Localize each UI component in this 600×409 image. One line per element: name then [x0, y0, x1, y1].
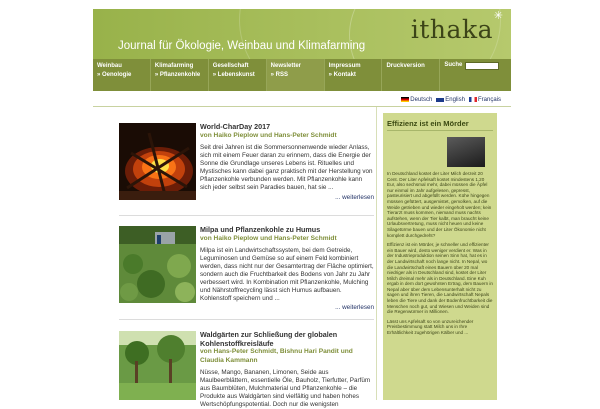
article-item — [119, 123, 374, 203]
nav-item-klimafarming[interactable]: Klimafarming » Pflanzenkohle — [151, 59, 209, 91]
journal-tagline: Journal für Ökologie, Weinbau und Klimafarming — [118, 40, 366, 52]
sidebar-paragraph: In Deutschland kostet der Liter Milch derzeit 20 Cent. Der Liter Apfelsaft kostet mindestens 1,20 Eur, also sechsmal mehr, dabei müssen die Äpfel nur einmal im Jahr aufgelesen, gepresst, pasteurisiert und abgefüllt werden. Kühe hingegen müssen gefüttert, ausgemistet, gemolken, auf die Weide getrieben und wieder eingeholt werden; kein Tierarzt muss kommen, niemand muss nachts aufstehen, wenn der Tier kalbt, man braucht keine Urlaubsvertretung, muss nicht heuen und keine Silagetürme bauen und der Liter Ökonomie nicht komplett durchgedreht? — [387, 171, 492, 238]
read-more-link[interactable]: ... weiterlesen — [335, 304, 374, 311]
nav-item-druckversion[interactable]: Druckversion — [382, 59, 440, 91]
article-body: Nüsse, Mango, Bananen, Limonen, Seide aus Maulbeerblättern, essentielle Öle, Bauholz, Tierfutter, Parfüm aus Baumblüten, Mulchmaterial und Pflanzenkohle – die Produkte aus Waldgärten sind vielfältig und haben hohes Wertschöpfungspotential. Doch nur die wenigsten — [200, 369, 371, 408]
nav-item-weinbau[interactable]: Weinbau » Oenologie — [93, 59, 151, 91]
search-area — [440, 59, 511, 91]
article-item — [119, 330, 374, 408]
milpa-field-image[interactable] — [119, 226, 196, 303]
language-switcher — [401, 97, 501, 103]
article-title[interactable]: Milpa und Pflanzenkohle zu Humus — [200, 225, 321, 234]
article-title[interactable]: Waldgärten zur Schließung der globalen Kohlenstoffkreisläufe — [200, 330, 338, 348]
lang-deutsch[interactable]: Deutsch — [401, 97, 432, 103]
sidebar-paragraph: Lässt uns Apfelsaft so von unzureichender Preisbestimmung statt Milch uns in Ihre Erhältlichkeit zugehörigen Kälber und ... — [387, 318, 474, 336]
page — [93, 9, 511, 408]
article-body: Milpa ist ein Landwirtschaftssystem, bei dem Getreide, Leguminosen und Gemüse so auf einem Feld kombiniert werden, dass nicht nur der Gesamtertrag der Fläche optimiert, sondern auch die Fruchtbarkeit des Bodens von Jahr zu Jahr verbessert wird. In Kombination mit Pflanzenkohle, Mulching und Nährstoffrecycling lässt sich Humus aufbauen. Kohlenstoff speichern und ... — [200, 247, 374, 302]
nav-item-gesellschaft[interactable]: Gesellschaft » Lebenskunst — [209, 59, 267, 91]
forest-garden-image[interactable] — [119, 331, 196, 400]
sidebar-box — [383, 113, 497, 400]
sidebar-photo — [447, 137, 485, 167]
article-separator — [119, 319, 374, 320]
article-item — [119, 225, 374, 311]
french-flag-icon — [469, 97, 477, 102]
main-nav — [93, 59, 511, 91]
sidebar-paragraph: Effizienz ist ein Mörder, je schneller und effizienter ein Bauer wird, desto weniger verdient er. Was in der Industrieproduktion seinen Sinn hat, hat es in der Landwirtschaft noch lange nicht. In Nepal, wo die Landwirtschaft eines Bauern über 20 mal niedriger als in Deutschland sind, kostet der Liter Milch dreimal mehr als in Deutschland. Eine Kuh ergab in dem dort gewohnten Ertrag, dem Bauern in Nepal aber über dem Lebensunterhalt nicht zu sagen und ihren Tieren, die Landwirtschaft Nepals leben die Tiere und dank der Bodenfruchtbarkeit die Menschen noch gut, und Wiesen und Weiden sind die Regenwürmer in Millionen. — [387, 242, 493, 315]
site-logo[interactable]: ithaka — [410, 15, 493, 44]
article-separator — [119, 215, 374, 216]
column-divider — [376, 107, 377, 400]
read-more-link[interactable]: ... weiterlesen — [335, 194, 374, 201]
header-banner — [93, 9, 511, 59]
german-flag-icon — [401, 97, 409, 102]
sidebar-text — [387, 171, 493, 340]
nav-item-newsletter[interactable]: Newsletter » RSS — [267, 59, 325, 91]
fire-image[interactable] — [119, 123, 196, 200]
search-label: Suche — [444, 62, 463, 68]
sidebar-divider — [387, 130, 493, 131]
lang-francais[interactable]: Français — [469, 97, 501, 103]
uk-flag-icon — [436, 97, 444, 102]
article-body: Seit drei Jahren ist die Sommersonnenwende wieder Anlass, sich mit einem Feuer daran zu erinnern, dass die Energie der Sonne die Grundlage unseres Lebens ist. Rituelles und Mystisches kann dabei ganz praktisch mit der Herstellung von Pflanzenkohle verbunden werden. Mit Pflanzenkohle kann sich jeder selbst sein Paradies bauen, hat sie ... — [200, 144, 373, 191]
star-icon: ✳ — [493, 9, 503, 22]
header-divider — [93, 106, 511, 107]
article-byline: von Haiko Pieplow und Hans-Peter Schmidt — [200, 234, 337, 242]
article-byline: von Hans-Peter Schmidt, Bishnu Hari Pandit und Claudia Kammann — [200, 348, 353, 364]
sidebar-title[interactable]: Effizienz ist ein Mörder — [387, 119, 469, 128]
nav-item-impressum[interactable]: Impressum » Kontakt — [325, 59, 383, 91]
article-title[interactable]: World-CharDay 2017 — [200, 122, 271, 131]
article-byline: von Haiko Pieplow und Hans-Peter Schmidt — [200, 131, 337, 139]
lang-english[interactable]: English — [436, 97, 465, 103]
search-input[interactable] — [465, 62, 499, 70]
